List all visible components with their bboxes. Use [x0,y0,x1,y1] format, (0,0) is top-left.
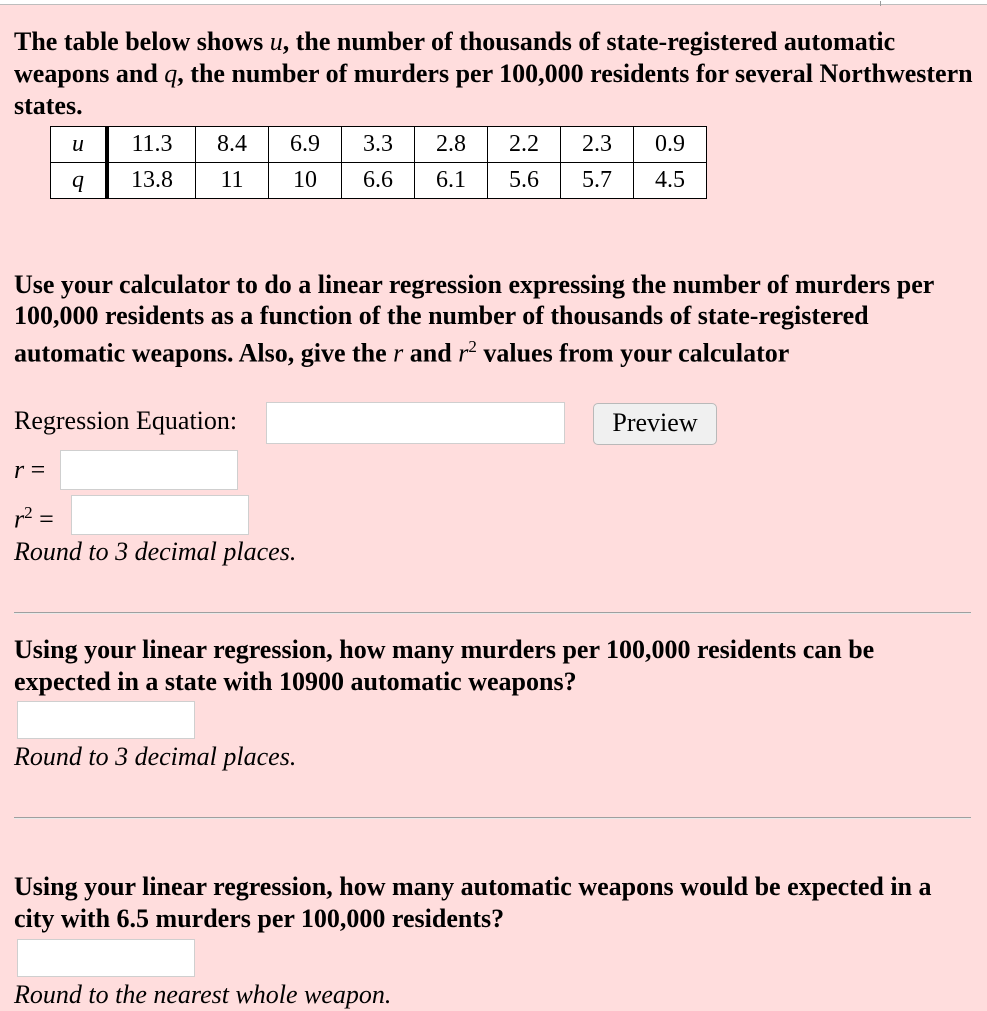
q1-text-c: values from your calculator [476,338,790,368]
r-symbol: r [393,338,404,368]
r-label [14,455,45,485]
table-cell: 2.2 [488,127,561,163]
question-3-text: Using your linear regression, how many automatic weapons would be expected in a city with 6.5 murders per 100,000 residents? [14,872,932,933]
table-cell: 6.9 [269,127,342,163]
r-squared-input[interactable] [71,495,249,535]
q1-text-a: Use your calculator to do a linear regression expressing the number of murders per 100,000 residents as a function of the number of thousands of state-registered automatic weapons. Also, give the [14,270,934,368]
regression-equation-input[interactable] [266,402,565,444]
question-panel [0,4,987,1011]
divider [14,612,971,614]
top-edge-mark [880,1,881,6]
table-cell: 13.8 [107,163,196,199]
r-label-symbol: r [14,455,25,484]
table-row-u [51,127,707,163]
table-cell: 5.6 [488,163,561,199]
r2-label-exponent: 2 [24,503,33,522]
intro-part-1: The table below shows [14,27,270,56]
table-row-q [51,163,707,199]
table-cell: 4.5 [634,163,707,199]
q2-rounding-note: Round to 3 decimal places. [14,742,297,771]
data-table [50,126,707,199]
divider [14,817,971,819]
table-cell: 5.7 [561,163,634,199]
table-cell: 2.8 [415,127,488,163]
question-2-text: Using your linear regression, how many murders per 100,000 residents can be expected in a state with 10900 automatic weapons? [14,635,875,696]
question-1-text [14,269,979,369]
row-header: q [51,163,108,199]
intro-part-3: , the number of murders per 100,000 residents for several Northwestern states. [14,59,973,120]
r2-label-symbol: r [14,504,25,534]
preview-button[interactable]: Preview [593,403,717,445]
r-squared-exponent: 2 [468,337,477,356]
intro-text [14,26,974,122]
intro-part-2: , the number of thousands of state-registered automatic weapons and [14,27,896,88]
table-cell: 0.9 [634,127,707,163]
q2-answer-input[interactable] [17,701,195,739]
r-squared-label [14,498,54,535]
r-input[interactable] [60,450,238,490]
table-cell: 6.6 [342,163,415,199]
r-squared-base: r [458,338,469,368]
table-cell: 6.1 [415,163,488,199]
r-label-equals: = [30,455,46,484]
q1-text-b: and [403,338,459,368]
regression-equation-label: Regression Equation: [14,406,238,435]
table-cell: 8.4 [196,127,269,163]
table-cell: 11.3 [107,127,196,163]
row-header: u [51,127,108,163]
table-cell: 11 [196,163,269,199]
variable-u: u [269,27,283,56]
q3-answer-input[interactable] [17,939,195,977]
table-cell: 3.3 [342,127,415,163]
variable-q: q [164,59,178,88]
r2-label-equals: = [39,504,54,534]
q3-rounding-note: Round to the nearest whole weapon. [14,980,392,1009]
table-cell: 2.3 [561,127,634,163]
table-cell: 10 [269,163,342,199]
q1-rounding-note: Round to 3 decimal places. [14,537,297,566]
